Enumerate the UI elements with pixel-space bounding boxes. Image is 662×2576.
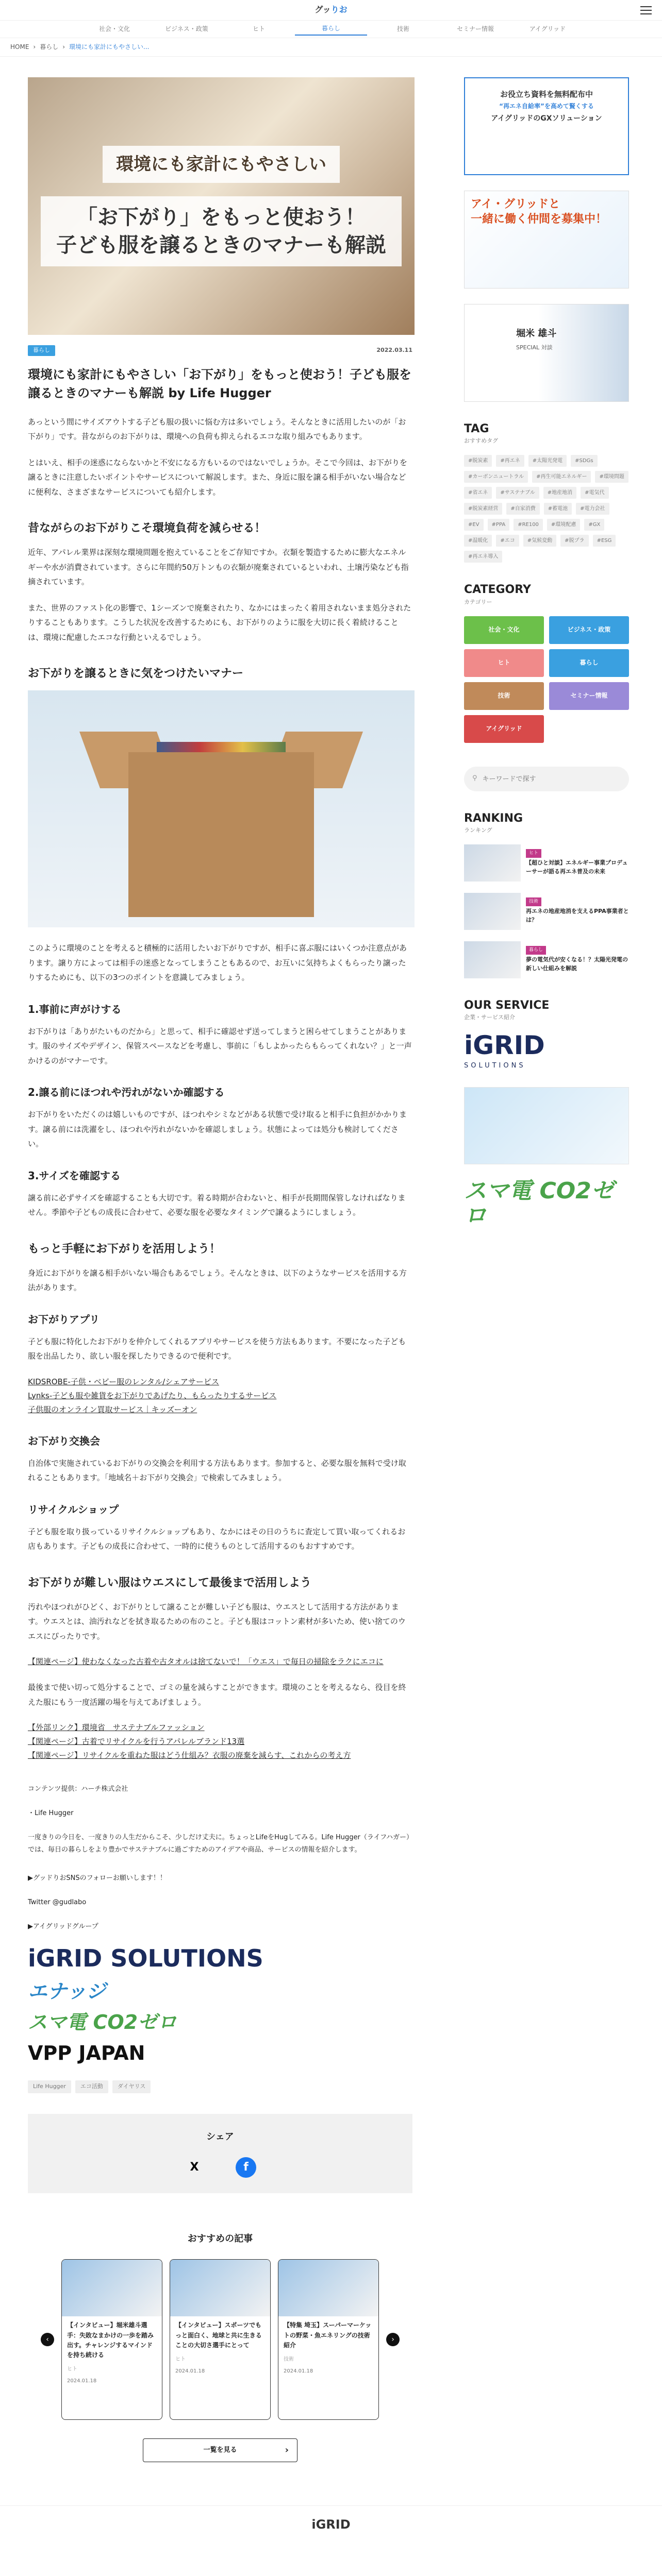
subsection-heading: 3.サイズを確認する: [28, 1169, 121, 1182]
card-title: 【インタビュー】スポーツでもっと面白く、地球と共に生きることの大切さ選手にとって: [175, 2321, 262, 2349]
category-button[interactable]: アイグリッド: [464, 715, 544, 743]
tag-chip[interactable]: #脱炭素経営: [464, 503, 502, 515]
igrid-service-logo[interactable]: iGRID: [464, 1030, 545, 1061]
ranking-item[interactable]: [464, 941, 629, 978]
article-tags: [28, 2080, 412, 2093]
tag-chip[interactable]: #サステナブル: [496, 487, 539, 499]
tag-subheading: おすすめタグ: [464, 437, 499, 445]
enedge-logo[interactable]: エナッジ: [28, 1980, 106, 2003]
hero-caption: 「お下がり」をもっと使おう！ 子ども服を譲るときのマナーも解説: [41, 196, 402, 266]
tag-heading: TAG: [464, 422, 489, 435]
sumaden-service-logo[interactable]: スマ電 CO2ゼロ: [464, 1177, 614, 1229]
sns-note: ▶グッドりおSNSのフォローお願いします！！: [28, 1874, 167, 1883]
paragraph: 自治体で実施されているお下がりの交換会を利用する方法もあります。参加すると、必要な服を無料で受け取れることもあります。「地域名＋お下がり交換会」で検索してみましょう。: [28, 1458, 406, 1483]
site-footer: [0, 2505, 662, 2537]
group-label: ▶アイグリッドグループ: [28, 1922, 98, 1930]
service-banner[interactable]: [464, 1087, 629, 1164]
paragraph: 子ども服を取り扱っているリサイクルショップもあり、なかにはその日のうちに査定して買い取ってくれるお店もあります。子どもの成長に合わせて、一時的に使うものとして活用するのもおすすめです。: [28, 1527, 406, 1551]
article-title: 環境にも家計にもやさしい「お下がり」をもっと使おう！子ども服を譲るときのマナーも解説 by Life Hugger: [28, 367, 411, 400]
category-heading: CATEGORY: [464, 583, 531, 597]
tag-chip[interactable]: #エコ: [496, 535, 519, 547]
category-button[interactable]: 技術: [464, 682, 544, 710]
paragraph: 身近にお下がりを譲る相手がいない場合もあるでしょう。そんなときは、以下のようなサービスを活用する方法があります。: [28, 1268, 407, 1293]
tag-chip[interactable]: #RE100: [514, 519, 543, 531]
ranking-item[interactable]: [464, 844, 629, 882]
ranking-title: 再エネの地産地消を支えるPPA事業者とは？: [526, 908, 629, 923]
paragraph: 汚れやほつれがひどく、お下がりとして譲ることが難しい子ども服は、ウエスとして活用する方法があります。ウエスとは、油汚れなどを拭き取るための布のこと。子ども服はコットン素材が多いため、使い捨てのウエスにぴったりです。: [28, 1602, 406, 1641]
breadcrumb-current: 環境にも家計にもやさしい...: [69, 43, 150, 51]
ranking-badge: ヒト: [526, 849, 541, 858]
ranking-heading: RANKING: [464, 811, 523, 825]
carousel-prev-icon[interactable]: ‹: [41, 2333, 54, 2346]
category-button[interactable]: 社会・文化: [464, 616, 544, 644]
tag-chip[interactable]: #脱プラ: [560, 535, 588, 547]
tag-chip[interactable]: #脱炭素: [464, 455, 492, 467]
footer-logo[interactable]: iGRID: [311, 2517, 351, 2532]
tag-chip[interactable]: #GX: [584, 519, 604, 531]
twitter-link[interactable]: Twitter @gudlabo: [28, 1898, 87, 1906]
tag-chip[interactable]: #再エネ導入: [464, 551, 502, 563]
sidebar: [464, 57, 629, 2462]
hero-line-1: 環境にも家計にもやさしい: [103, 146, 340, 183]
breadcrumb-separator: ›: [62, 43, 65, 51]
tag-chip[interactable]: ダイヤリス: [112, 2080, 151, 2093]
card-title: 【特集 埼玉】スーパーマーケットの野菜・魚エネリングの技術紹介: [284, 2321, 372, 2349]
tag-chip[interactable]: #環境配慮: [547, 519, 580, 531]
ranking-badge: 暮らし: [526, 946, 546, 955]
related-link: 【関連ページ】使わなくなった古着や古タオルは捨てないで！「ウエス」で毎日の掃除をラクにエコに: [28, 1657, 384, 1667]
recruit-banner[interactable]: アイ・グリッドと 一緒に働く仲間を募集中！: [464, 191, 629, 289]
paragraph: とはいえ、相手の迷惑にならないかと不安になる方もいるのではないでしょうか。そこで今回は、お下がりを譲るときに注意したいポイントやサービスについて解説します。また、身近に服を譲る相手がいない場合などに便利な、さまざまなサービスについても紹介します。: [28, 457, 407, 497]
category-button[interactable]: セミナー情報: [549, 682, 629, 710]
card-badge: ヒト: [175, 2357, 186, 2362]
vpp-japan-logo[interactable]: VPP JAPAN: [28, 2041, 145, 2064]
subsection-heading: 1.事前に声がけする: [28, 1003, 122, 1015]
ranking-subheading: ランキング: [464, 826, 492, 834]
gx-solution-banner[interactable]: お役立ち資料を無料配布中 “再エネ自給率”を高めて賢くする アイグリッドのGXソリューション: [464, 77, 629, 175]
subsection-heading: リサイクルショップ: [28, 1503, 119, 1516]
sumaden-logo[interactable]: スマ電 CO2ゼロ: [28, 2010, 177, 2033]
subsection-heading: 2.譲る前にほつれや汚れがないか確認する: [28, 1086, 225, 1099]
igrid-logo[interactable]: iGRID SOLUTIONS: [28, 1944, 263, 1973]
breadcrumb-home[interactable]: HOME: [10, 43, 29, 51]
nav-item-people[interactable]: ヒト: [252, 25, 265, 33]
paragraph: お下がりをいただくのは嬉しいものですが、ほつれやシミなどがある状態で受け取ると相手に負担がかかります。譲る前には洗濯をし、ほつれや汚れがないかを確認しましょう。状態によっては処分も検討してください。: [28, 1110, 407, 1149]
tag-chip[interactable]: #電力会社: [576, 503, 609, 515]
tag-chip[interactable]: #電気代: [581, 487, 608, 499]
nav-item-igrid[interactable]: アイグリッド: [529, 25, 566, 33]
tag-chip[interactable]: #気候変動: [523, 535, 556, 547]
service-link[interactable]: 子供服のオンライン買取サービス｜キッズーオン: [28, 1404, 197, 1414]
paragraph: 近年、アパレル業界は深刻な環境問題を抱えていることをご存知ですか。衣類を製造するために膨大なエネルギーや水が消費されています。さらに年間約50万トンもの衣類が廃棄されているといわれ、土壌汚染なども指摘されています。: [28, 548, 409, 587]
related-links: [28, 1721, 412, 1762]
card-date: 2024.01.18: [284, 2368, 313, 2374]
global-nav: [0, 21, 662, 38]
ranking-title: 【超ひと対談】エネルギー事業プロデューサーが語る再エネ普及の未来: [526, 859, 628, 875]
site-header: [0, 0, 662, 21]
section-heading: 昔ながらのお下がりこそ環境負荷を減らせる！: [28, 522, 266, 535]
ranking-thumbnail: [464, 893, 521, 930]
search-icon: ⚲: [472, 774, 477, 783]
card-badge: ヒト: [67, 2366, 77, 2372]
nav-item-life[interactable]: 暮らし: [295, 23, 367, 36]
content-provider: コンテンツ提供：ハーチ株式会社: [28, 1785, 128, 1793]
service-links: [28, 1375, 412, 1417]
site-logo[interactable]: グッりお: [315, 5, 347, 15]
card-date: 2024.01.18: [67, 2378, 97, 2384]
breadcrumb: [0, 38, 662, 57]
ranking-title: 夢の電気代が安くなる！？太陽光発電の新しい仕組みを解説: [526, 956, 628, 972]
paragraph: このように環境のことを考えると積極的に活用したいお下がりですが、相手に喜ぶ服にはいくつか注意点があります。譲り方によっては相手の迷惑となってしまうこともあるので、お互いに気持ちよくもらったり譲ったりするためにも、以下の3つのポイントを意識してみましょう。: [28, 943, 407, 982]
service-subheading: 企業・サービス紹介: [464, 1014, 515, 1021]
life-hugger-label: ・Life Hugger: [28, 1809, 74, 1818]
nav-item-business[interactable]: ビジネス・政策: [165, 25, 208, 33]
tag-chip[interactable]: #PPA: [488, 519, 510, 531]
tag-chip[interactable]: #再生可能エネルギー: [532, 471, 591, 483]
section-heading: お下がりが難しい服はウエスにして最後まで活用しよう: [28, 1576, 312, 1589]
category-subheading: カテゴリー: [464, 598, 492, 605]
facebook-share-icon[interactable]: f: [236, 2157, 256, 2178]
share-box: [28, 2114, 412, 2193]
card-badge: 技術: [284, 2357, 294, 2362]
group-logos: [28, 1944, 412, 2065]
recommend-carousel: [28, 2259, 412, 2420]
related-link[interactable]: 【関連ページ】リサイクルを重ねた服はどう仕組み？衣服の廃棄を減らす、これからの考え方: [28, 1751, 351, 1760]
menu-icon[interactable]: [640, 6, 652, 14]
breadcrumb-category[interactable]: 暮らし: [40, 43, 59, 51]
ranking-thumbnail: [464, 941, 521, 978]
tag-chip[interactable]: #温暖化: [464, 535, 492, 547]
card-title: 【インタビュー】堀米雄斗選手：失敗なまかけの一歩を踏み出す。チャレンジするマインドを持ち続ける: [67, 2321, 154, 2359]
paragraph: また、世界のファスト化の影響で、1シーズンで廃棄されたり、なかにはまったく着用されないまま処分されたりすることもあります。こうした状況を改善するためにも、お下がりのように服を大切に長く着続けることは、環境に配慮したエコな行動といえるでしょう。: [28, 603, 411, 642]
tag-chip[interactable]: #ESG: [593, 535, 616, 547]
special-interview-banner[interactable]: 堀米 雄斗 SPECIAL 対談: [464, 304, 629, 402]
life-hugger-description: 一度きりの今日を、一度きりの人生だからこそ、少しだけ丈夫に。ちょっとLifeをHugしてみる。Life Hugger（ライフハガー）では、毎日の暮らしをより豊かでサステナブルに過ごすためのアイデアや商品、サービスの情報を紹介します。: [28, 1833, 410, 1854]
search-input[interactable]: [483, 775, 606, 783]
category-badge[interactable]: 暮らし: [28, 345, 55, 356]
paragraph: 最後まで使い切って処分することで、ゴミの量を減らすことができます。環境のことを考えるなら、役目を終えた服にもう一度活躍の場を与えてあげましょう。: [28, 1683, 406, 1707]
see-all-button[interactable]: 一覧を見る ›: [143, 2438, 297, 2462]
recommend-title: おすすめの記事: [187, 2233, 253, 2245]
service-link[interactable]: Lynks-子ども服や雑貨をお下がりであげたり、もらったりするサービス: [28, 1391, 277, 1400]
section-heading: お下がりを譲るときに気をつけたいマナー: [28, 667, 244, 681]
service-link[interactable]: KIDSROBE-子供・ベビー服のレンタル/シェアサービス: [28, 1377, 219, 1386]
category-grid: [464, 616, 629, 743]
tag-chip[interactable]: Life Hugger: [28, 2080, 71, 2093]
igrid-service-sub: SOLUTIONS: [464, 1062, 526, 1070]
nav-item-tech[interactable]: 技術: [396, 25, 409, 33]
recommend-card[interactable]: [170, 2259, 271, 2420]
ranking-thumbnail: [464, 844, 521, 882]
article-main: [10, 57, 412, 2462]
related-link[interactable]: 【外部リンク】環境省 サステナブルファッション: [28, 1723, 205, 1733]
section-heading: もっと手軽にお下がりを活用しよう！: [28, 1242, 221, 1256]
paragraph: お下がりは「ありがたいものだから」と思って、相手に確認せず送ってしまうと困らせてしまうことがあります。服のサイズやデザイン、保管スペースなどを考慮し、事前に「もしよかったらもらってくれない？」と一声かけるのがマナーです。: [28, 1026, 412, 1065]
tag-chip[interactable]: #SDGs: [571, 455, 597, 467]
tag-chip[interactable]: #自家消費: [506, 503, 539, 515]
related-link[interactable]: 【関連ページ】古着でリサイクルを行うアパレルブランド13選: [28, 1737, 245, 1747]
tag-chip[interactable]: エコ活動: [75, 2080, 108, 2093]
paragraph: あっという間にサイズアウトする子ども服の扱いに悩む方は多いでしょう。そんなときに活用したいのが「お下がり」です。昔ながらのお下がりは、環境への負荷も抑えられるエコな取り組みでもあります。: [28, 417, 406, 442]
ranking-item[interactable]: [464, 893, 629, 930]
category-button[interactable]: ビジネス・政策: [549, 616, 629, 644]
tag-chip[interactable]: #EV: [464, 519, 484, 531]
card-thumbnail: [62, 2260, 162, 2316]
tag-chip[interactable]: #再エネ: [496, 455, 524, 467]
tag-list: [464, 455, 629, 563]
nav-item-seminar[interactable]: セミナー情報: [456, 25, 494, 33]
service-heading: OUR SERVICE: [464, 998, 550, 1012]
recommend-card[interactable]: [61, 2259, 162, 2420]
tag-chip[interactable]: #地産地消: [543, 487, 576, 499]
ranking-badge: 技術: [526, 897, 541, 906]
tag-chip[interactable]: #蓄電池: [544, 503, 572, 515]
card-thumbnail: [170, 2260, 270, 2316]
subsection-heading: お下がり交換会: [28, 1434, 100, 1447]
subsection-heading: お下がりアプリ: [28, 1313, 100, 1326]
tag-chip[interactable]: #省エネ: [464, 487, 492, 499]
x-share-icon[interactable]: X: [190, 2161, 199, 2174]
tag-chip[interactable]: #カーボンニュートラル: [464, 471, 528, 483]
tag-chip[interactable]: #太陽光発電: [528, 455, 567, 467]
clothes-box-image: [28, 690, 415, 927]
card-date: 2024.01.18: [175, 2368, 205, 2374]
share-title: シェア: [206, 2131, 234, 2143]
category-button[interactable]: ヒト: [464, 649, 544, 677]
card-thumbnail: [278, 2260, 378, 2316]
breadcrumb-separator: ›: [33, 43, 36, 51]
category-button[interactable]: 暮らし: [549, 649, 629, 677]
paragraph: 譲る前に必ずサイズを確認することも大切です。着る時期が合わないと、相手が長期間保管しなければなりません。季節や子どもの成長に合わせて、必要な服を必要なタイミングで譲るようにしましょう。: [28, 1193, 406, 1217]
publish-date: 2022.03.11: [376, 347, 412, 353]
paragraph: 子ども服に特化したお下がりを仲介してくれるアプリやサービスを使う方法もあります。不要になった子ども服を出品したり、欲しい服を探したりできるので便利です。: [28, 1336, 406, 1361]
recommend-card[interactable]: [278, 2259, 379, 2420]
search-box: [464, 767, 629, 791]
tag-chip[interactable]: #環境問題: [595, 471, 628, 483]
carousel-next-icon[interactable]: ›: [386, 2333, 400, 2346]
hero-image: [28, 77, 415, 335]
nav-item-society[interactable]: 社会・文化: [98, 25, 130, 33]
